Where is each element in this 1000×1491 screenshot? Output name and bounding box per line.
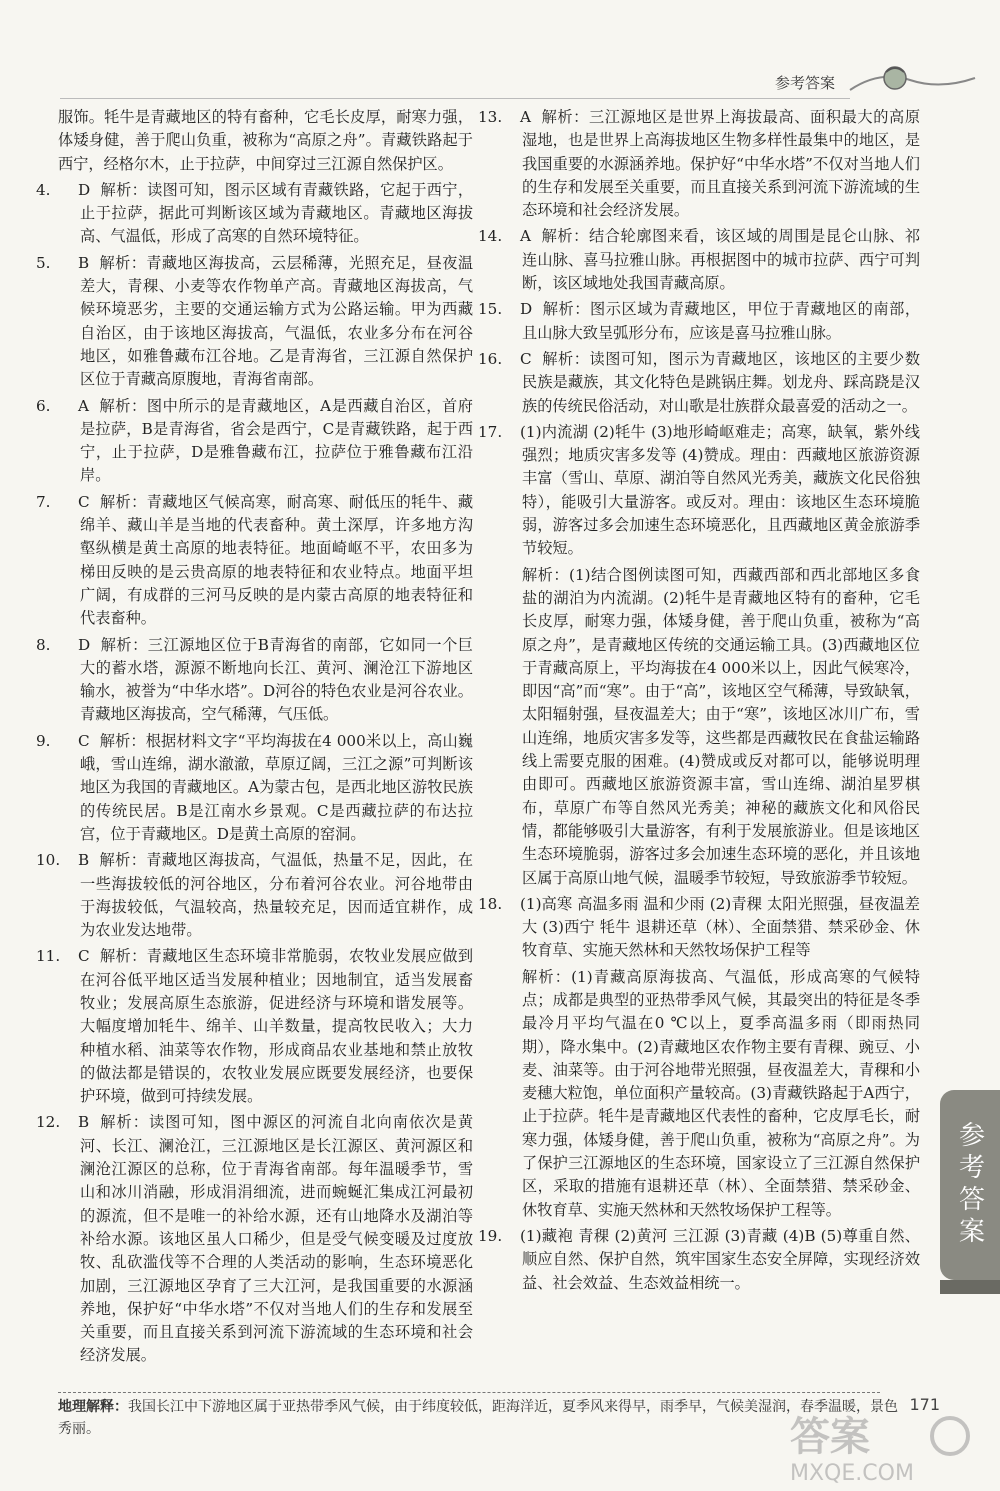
answer-item	[478, 106, 920, 222]
answer-item	[36, 634, 473, 727]
answer-text: 解析：读图可知，图示区域有青藏铁路，它起于西宁，止于拉萨，据此可判断该区域为青藏地区。青藏地区海拔高、气温低，形成了高寒的自然环境特征。	[80, 180, 473, 246]
page-header	[0, 60, 1000, 104]
answer-choice: B	[78, 851, 90, 870]
answer-text: (1)藏袍 青稞 (2)黄河 三江源 (3)青藏 (4)B (5)尊重自然、顺应自然、保护自然，筑牢国家生态安全屏障，实现经济效益、社会效益、生态效益相统一。	[520, 1226, 920, 1292]
answer-item	[36, 730, 473, 846]
answer-text: 解析：青藏地区海拔高，云层稀薄，光照充足，昼夜温差大，青稞、小麦等农作物单产高。青藏地区海拔高，气候环境恶劣，主要的交通运输方式为公路运输。甲为西藏自治区，由于该地区海拔高，气温低，农业多分布在河谷地区，如雅鲁藏布江谷地。乙是青海省，三江源自然保护区位于青藏高原腹地，青海省南部。	[80, 253, 473, 389]
answer-choice: C	[78, 492, 90, 511]
answer-choice: B	[78, 1113, 90, 1132]
watermark-logo-icon	[750, 1400, 980, 1485]
answer-choice: C	[520, 349, 532, 368]
header-label: 参考答案	[774, 74, 835, 92]
svg-text:答案: 答案	[790, 1414, 870, 1460]
answer-choice: D	[520, 300, 533, 319]
answer-item	[478, 1225, 920, 1295]
question-number: 13.	[478, 108, 503, 126]
answer-choice: C	[78, 731, 90, 750]
answer-text: 解析：三江源地区是世界上海拔最高、面积最大的高原湿地，也是世界上高海拔地区生物多样性最集中的地区，是我国重要的水源涵养地。保护好“中华水塔”不仅对当地人们的生存和发展至关重要，而且直接关系到河流下游流域的生态环境和社会经济发展。	[522, 108, 920, 220]
answer-text: 解析：图示区域为青藏地区，甲位于青藏地区的南部，且山脉大致呈弧形分布，应该是喜马拉雅山脉。	[522, 300, 920, 342]
footer-text: 我国长江中下游地区属于亚热带季风气候，由于纬度较低，距海洋近，夏季风来得早，雨季早，气候美湿润，春季温暖，景色秀丽。	[58, 1399, 898, 1437]
question-number: 9.	[36, 731, 51, 750]
answer-item	[36, 179, 473, 249]
question-number: 5.	[36, 253, 51, 272]
question-number: 18.	[478, 894, 503, 913]
answer-text: (1)高寒 高温多雨 温和少雨 (2)青稞 太阳光照强，昼夜温差大 (3)西宁 牦牛 退耕还草（林）、全面禁猎、禁采砂金、休牧育草、实施天然林和天然牧场保护工程等	[520, 894, 920, 960]
answer-choice: A	[520, 227, 531, 246]
answer-text: 解析：结合轮廓图来看，该区域的周围是昆仑山脉、祁连山脉、喜马拉雅山脉。再根据图中的城市拉萨、西宁可判断，该区域地处我国青藏高原。	[522, 227, 920, 293]
answer-choice: D	[78, 180, 91, 199]
question-number: 4.	[36, 180, 51, 199]
answer-choice: C	[78, 947, 90, 966]
answer-item	[36, 945, 473, 1108]
answer-text: 解析：青藏地区生态环境非常脆弱，农牧业发展应做到在河谷低平地区适当发展种植业；因地制宜，适当发展畜牧业；发展高原生态旅游，促进经济与环境和谐发展等。大幅度增加牦牛、绵羊、山羊数量，提高牧民收入；大力种植水稻、油菜等农作物，形成商品农业基地和禁止放牧的做法都是错误的，农牧业发展应既要发展经济，也要保护环境，做到可持续发展。	[80, 947, 473, 1106]
side-tab: 参考答案	[940, 1090, 1000, 1280]
answer-text: 解析：根据材料文字“平均海拔在4 000米以上，高山巍峨，雪山连绵，湖水澈澈，草原辽阔，三江之源”可判断该地区为我国的青藏地区。A为蒙古包，是西北地区游牧民族的传统民居。B是江南水乡景观。C是西藏拉萨的布达拉宫，位于青藏地区。D是黄土高原的窑洞。	[80, 731, 473, 843]
left-column	[36, 106, 473, 1371]
answer-text: (1)内流湖 (2)牦牛 (3)地形崎岖难走；高寒，缺氧，紫外线强烈；地质灾害多发等 (4)赞成。理由：西藏地区旅游资源丰富（雪山、草原、湖泊等自然风光秀美，藏族文化民俗独特），能吸引大量游客。或反对。理由：该地区生态环境脆弱，游客过多会加速生态环境恶化，且西藏地区黄金旅游季节较短。	[520, 422, 920, 558]
side-tab-shadow	[940, 1280, 1000, 1294]
answer-item	[36, 849, 473, 942]
answer-item	[478, 421, 920, 561]
answer-item	[36, 395, 473, 488]
question-number: 15.	[478, 300, 503, 319]
answer-text: 解析：读图可知，图中源区的河流自北向南依次是黄河、长江、澜沧江，三江源地区是长江源区、黄河源区和澜沧江源区的总称，位于青海省南部。每年温暖季节，雪山和冰川消融，形成涓涓细流，进而蜿蜒汇集成江河最初的源流，但不是唯一的补给水源，还有山地降水及湖泊等补给水源。该地区虽人口稀少，但是受气候变暖及过度放牧、乱砍滥伐等不合理的人类活动的影响，生态环境恶化加剧，三江源地区孕育了三大江河，是我国重要的水源涵养地，保护好“中华水塔”不仅对当地人们的生存和发展至关重要，而且直接关系到河流下游流域的生态环境和社会经济发展。	[80, 1113, 473, 1365]
answer-text: 解析：图中所示的是青藏地区，A是西藏自治区，首府是拉萨，B是青海省，省会是西宁，C是青藏铁路，起于西宁，止于拉萨，D是雅鲁藏布江，拉萨位于雅鲁藏布江沿岸。	[80, 396, 473, 485]
header-rule	[60, 98, 850, 99]
answer-choice: A	[78, 396, 89, 415]
answer-item	[36, 1111, 473, 1367]
footer-rule	[58, 1392, 880, 1393]
answer-text: 解析：青藏地区气候高寒，耐高寒、耐低压的牦牛、藏绵羊、藏山羊是当地的代表畜种。黄土深厚，许多地方沟壑纵横是黄土高原的地表特征。地面崎岖不平，农田多为梯田反映的是云贵高原的地表特征和农业特点。地面平坦广阔，有成群的三河马反映的是内蒙古高原的地表特征和代表畜种。	[80, 492, 473, 628]
question-number: 8.	[36, 635, 51, 654]
question-number: 19.	[478, 1226, 503, 1245]
answer-choice: A	[520, 108, 531, 126]
page-number: 171	[909, 1395, 940, 1414]
answer-item	[478, 348, 920, 418]
question-number: 10.	[36, 851, 61, 870]
answer-item	[36, 252, 473, 392]
answer-item	[36, 491, 473, 631]
question-number: 14.	[478, 227, 503, 246]
right-column	[478, 106, 920, 1298]
question-number: 17.	[478, 422, 503, 441]
answer-item	[478, 225, 920, 295]
answer-text: 解析：青藏地区海拔高，气温低，热量不足，因此，在一些海拔较低的河谷地区，分布着河谷农业。河谷地带由于海拔较低，气温较高，热量较充足，因而适宜耕作，成为农业发达地带。	[80, 851, 473, 940]
header-ornament-icon	[840, 60, 980, 100]
question-number: 11.	[36, 947, 61, 966]
question-number: 6.	[36, 396, 51, 415]
answer-explanation: 解析：(1)结合图例读图可知，西藏西部和西北部地区多食盐的湖泊为内流湖。(2)牦牛是青藏地区特有的畜种，它毛长皮厚，耐寒力强，体矮身健，善于爬山负重，被称为“高原之舟”，是青藏地区传统的交通运输工具。(3)西藏地区位于青藏高原上，平均海拔在4 000米以上，因此气候寒冷，即因“高”而“寒”。由于“高”，该地区空气稀薄，导致缺氧，太阳辐射强，昼夜温差大；由于“寒”，该地区冰川广布，雪山连绵，地质灾害多发等，这些都是西藏牧民在食盐运输路线上需要克服的困难。(4)赞成或反对都可以，能够说明理由即可。西藏地区旅游资源丰富，雪山连绵、湖泊星罗棋布，草原广布等自然风光秀美；神秘的藏族文化和风俗民情，都能够吸引大量游客，有利于发展旅游业。但是该地区生态环境脆弱，游客过多会加速生态环境的恶化，并且该地区属于高原山地气候，温暖季节较短，导致旅游季节较短。	[522, 565, 920, 887]
svg-text:MXQE.COM: MXQE.COM	[790, 1461, 914, 1485]
footer-lead: 地理解释：	[58, 1399, 128, 1415]
answer-item	[478, 893, 920, 963]
answer-text-continued: 服饰。牦牛是青藏地区的特有畜种，它毛长皮厚，耐寒力强，体矮身健，善于爬山负重，被称为“高原之舟”。青藏铁路起于西宁，经格尔木，止于拉萨，中间穿过三江源自然保护区。	[58, 108, 473, 173]
answer-text: 解析：读图可知，图示为青藏地区，该地区的主要少数民族是藏族，其文化特色是跳锅庄舞。划龙舟、踩高跷是汉族的传统民俗活动，对山歌是壮族群众最喜爱的活动之一。	[522, 349, 920, 415]
answer-explanation: 解析：(1)青藏高原海拔高、气温低，形成高寒的气候特点；成都是典型的亚热带季风气候，其最突出的特征是冬季最冷月平均气温在0 ℃以上，夏季高温多雨（即雨热同期），降水集中。(2)青藏地区农作物主要有青稞、豌豆、小麦、油菜等。由于河谷地带光照强，昼夜温差大，青稞和小麦穗大粒饱，单位面积产量较高。(3)青藏铁路起于A西宁，止于拉萨。牦牛是青藏地区代表性的畜种，它皮厚毛长，耐寒力强，体矮身健，善于爬山负重，被称为“高原之舟”。为了保护三江源地区的生态环境，国家设立了三江源自然保护区，采取的措施有退耕还草（林）、全面禁猎、禁采砂金、休牧育草、实施天然林和天然牧场保护工程等。	[522, 967, 920, 1219]
question-number: 12.	[36, 1113, 61, 1132]
question-number: 7.	[36, 492, 51, 511]
question-number: 16.	[478, 349, 503, 368]
answer-text: 解析：三江源地区位于B青海省的南部，它如同一个巨大的蓄水塔，源源不断地向长江、黄河、澜沧江下游地区输水，被誉为“中华水塔”。D河谷的特色农业是河谷农业。青藏地区海拔高，空气稀薄，气压低。	[80, 635, 473, 724]
answer-choice: B	[78, 253, 90, 272]
answer-choice: D	[78, 635, 91, 654]
answer-item	[478, 298, 920, 345]
